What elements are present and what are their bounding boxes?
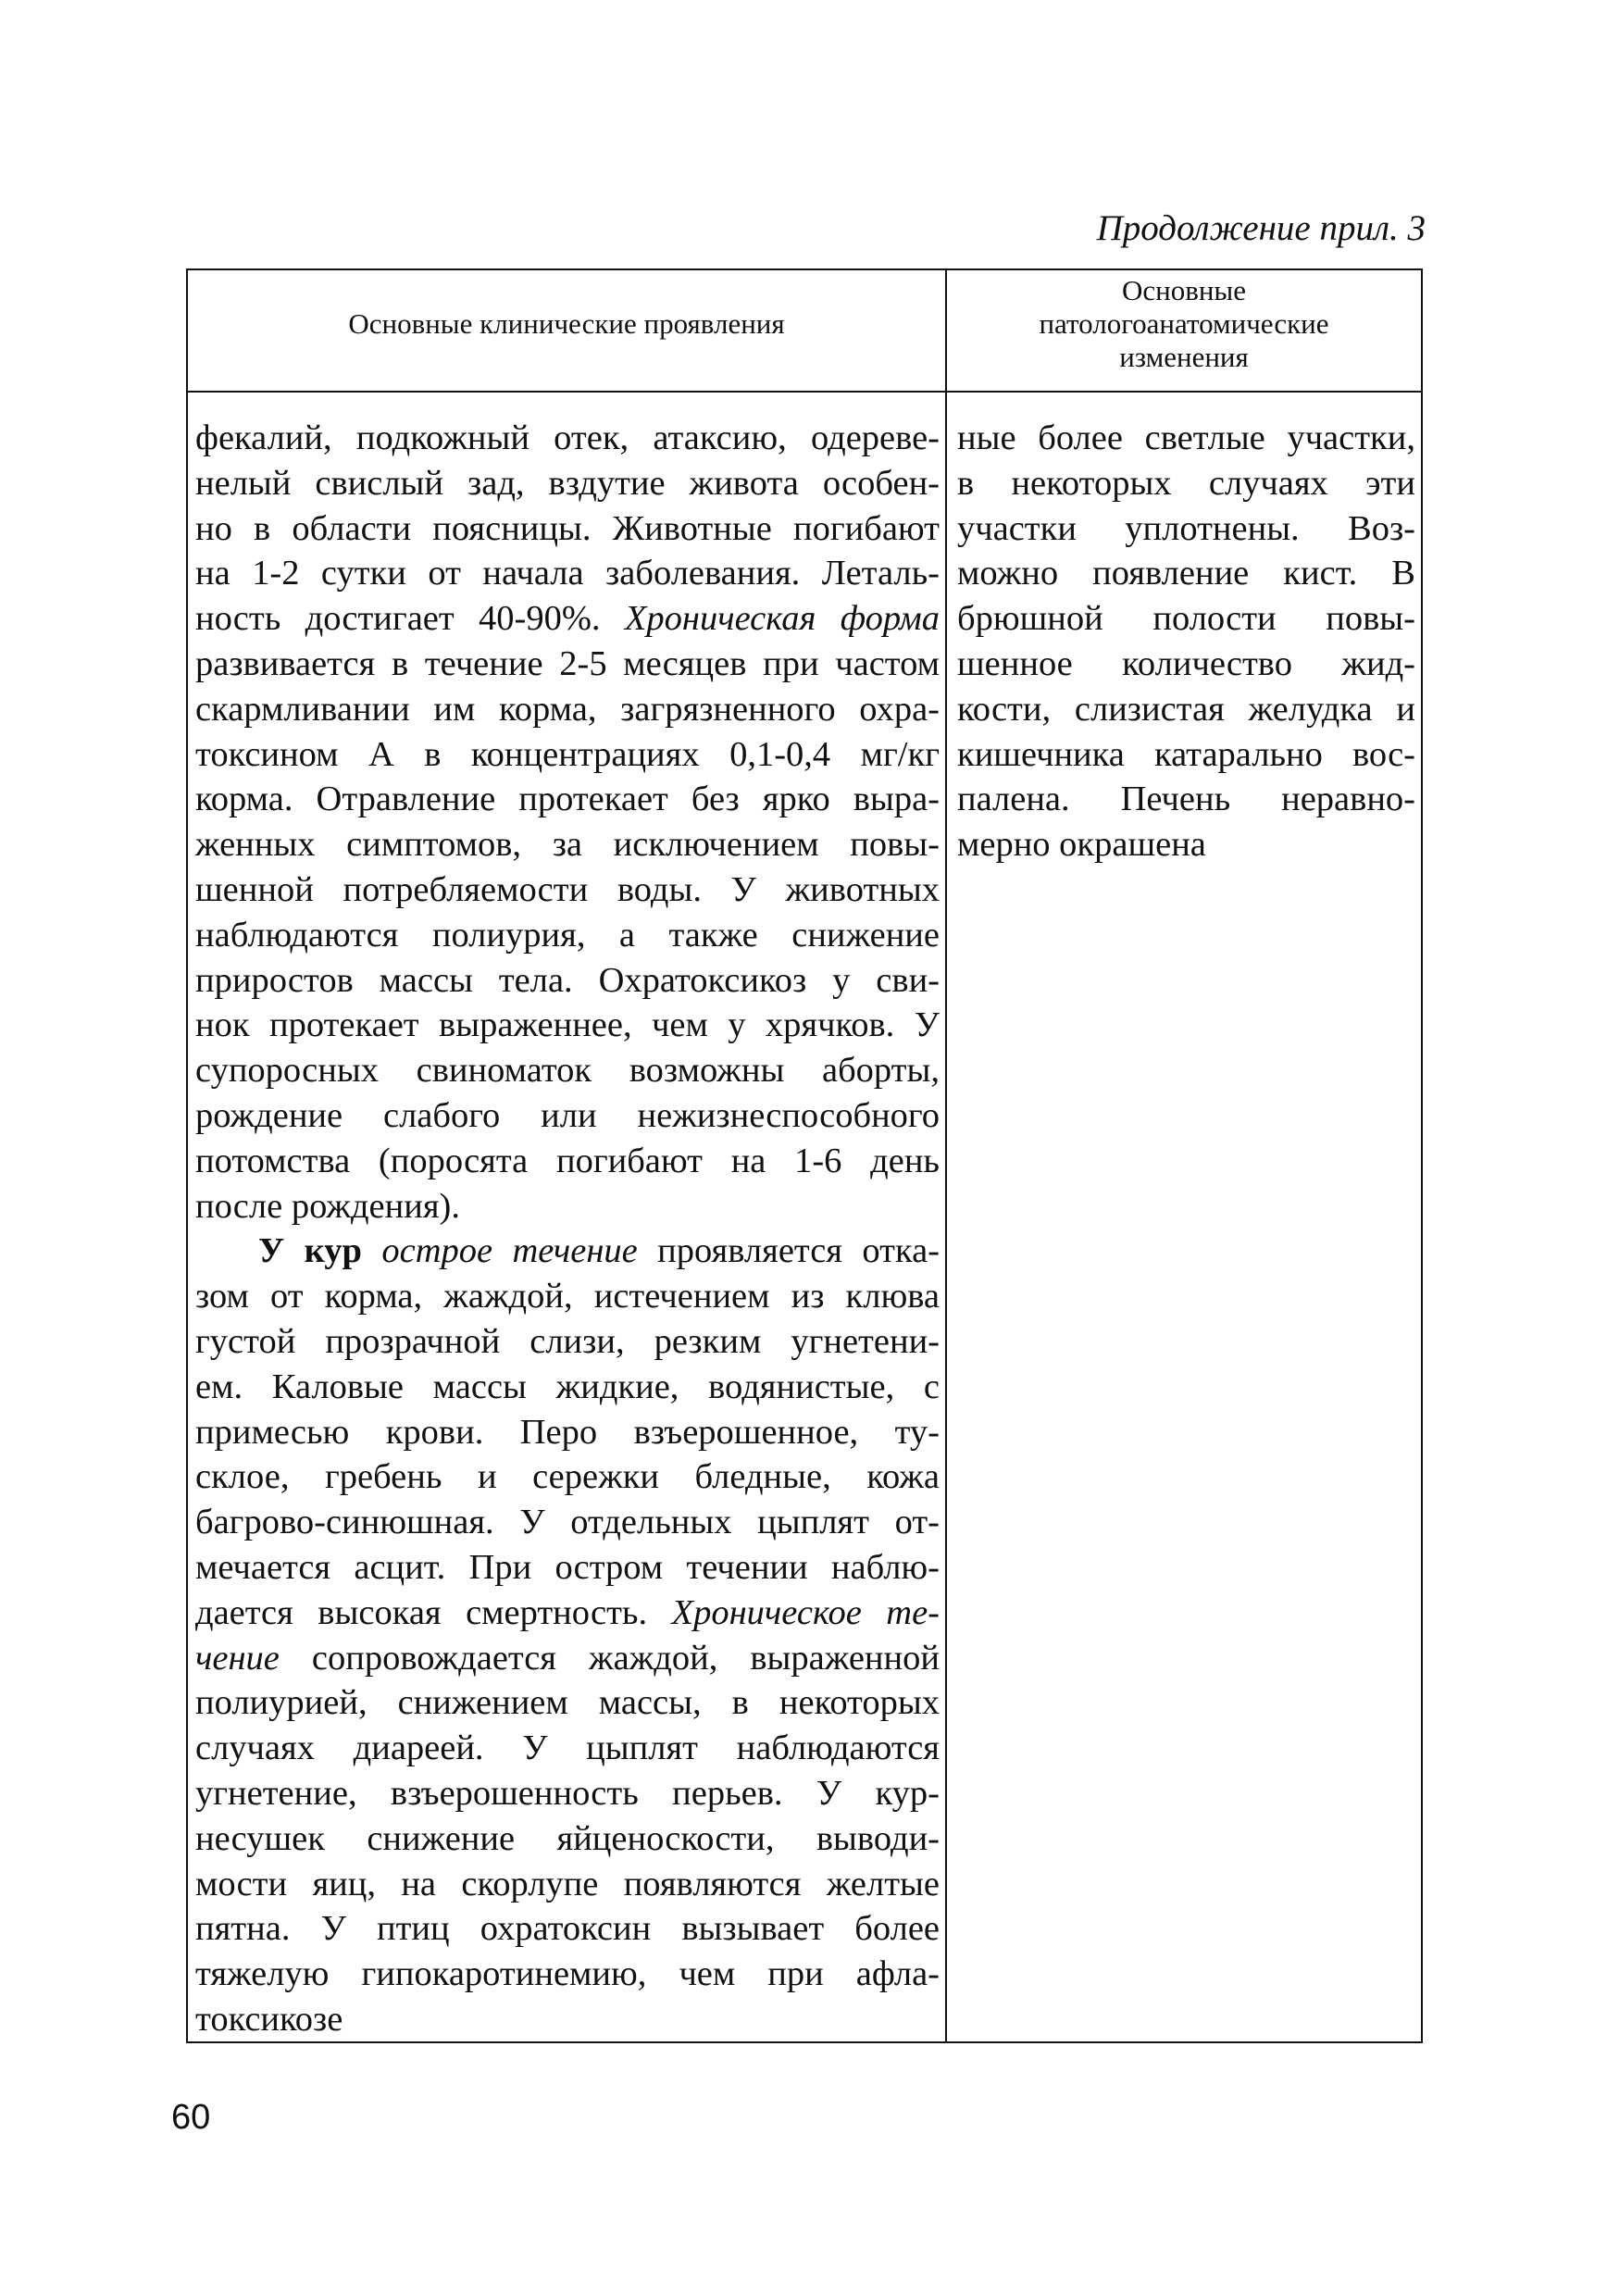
text-line (195, 687, 940, 732)
text-line: ные более светлые участки, (957, 418, 1415, 457)
header-divider (188, 391, 1421, 393)
text-line (195, 1952, 940, 1997)
text-line (195, 506, 940, 552)
text-run: мечается асцит. При остром течении наблю- (195, 1547, 940, 1587)
text-run: дается высокая смертность. (195, 1592, 672, 1632)
text-line (195, 1184, 940, 1229)
text-run: шенной потребляемости воды. У животных (195, 869, 940, 909)
text-run: пятна. У птиц охратоксин вызывает более (195, 1909, 940, 1949)
text-run: развивается в течение 2-5 месяцев при частом (195, 643, 940, 683)
text-run: зом от корма, жаждой, истечением из клюва (195, 1277, 940, 1316)
text-run: но в области поясницы. Животные погибают (195, 508, 940, 548)
text-line: брюшной полости повы- (957, 599, 1415, 639)
text-run: багрово-синюшная. У отдельных цыплят от- (195, 1503, 940, 1542)
clinical-signs-text (195, 416, 940, 2042)
text-run: нок протекает выраженнее, чем у хрячков. У (195, 1005, 940, 1045)
text-run: скармливании им корма, загрязненного охра- (195, 689, 940, 729)
text-run: женных симптомов, за исключением повы- (195, 825, 940, 865)
text-line: можно появление кист. В (957, 554, 1415, 593)
text-line (195, 1229, 940, 1274)
text-line (195, 461, 940, 506)
text-run: рождение слабого или нежизнеспособного (195, 1095, 940, 1135)
text-run: нелый свислый зад, вздутие живота особен- (195, 463, 940, 503)
text-line: палена. Печень неравно- (957, 780, 1415, 819)
italic-run: острое течение (381, 1231, 638, 1271)
text-run: корма. Отравление протекает без ярко выра- (195, 780, 940, 819)
header-line: изменения (1119, 341, 1249, 373)
text-line (195, 642, 940, 687)
text-line (195, 416, 940, 461)
italic-run: Хроническое те- (671, 1592, 940, 1632)
text-line (195, 777, 940, 822)
pathological-changes-text (957, 416, 1415, 867)
text-line (195, 596, 940, 642)
text-run: сопровождается жаждой, выраженной (279, 1638, 940, 1678)
page-number: 60 (171, 2098, 211, 2137)
text-line (195, 958, 940, 1004)
text-run: фекалий, подкожный отек, атаксию, одереве- (195, 418, 940, 457)
text-run: склое, гребень и сережки бледные, кожа (195, 1457, 940, 1497)
text-line: кишечника катарально вос- (957, 734, 1415, 774)
italic-run: чение (195, 1638, 280, 1678)
text-run: ность достигает 40-90%. (195, 599, 625, 639)
header-pathological-changes (947, 274, 1421, 374)
text-run: приростов массы тела. Охратоксикоз у сви- (195, 960, 940, 1000)
text-line (195, 1771, 940, 1816)
column-divider (945, 270, 947, 2041)
text-line (195, 1545, 940, 1591)
text-line (195, 1048, 940, 1093)
text-line (195, 1862, 940, 1907)
text-run (362, 1231, 381, 1270)
text-line (195, 1093, 940, 1139)
text-line (195, 1816, 940, 1862)
text-run: токсином А в концентрациях 0,1-0,4 мг/кг (195, 734, 940, 774)
text-line (195, 1500, 940, 1545)
text-run: ем. Каловые массы жидкие, водянистые, с (195, 1366, 940, 1406)
text-run: случаях диареей. У цыплят наблюдаются (195, 1728, 940, 1768)
text-line (195, 1726, 940, 1771)
text-run: после рождения). (195, 1186, 461, 1226)
text-line (195, 867, 940, 913)
text-line (195, 1003, 940, 1048)
text-line (195, 1997, 940, 2042)
text-line (195, 1636, 940, 1681)
text-run: супоросных свиноматок возможны аборты, (195, 1051, 940, 1091)
text-line (195, 913, 940, 958)
text-line (195, 732, 940, 778)
text-line (195, 551, 940, 596)
text-line (195, 1274, 940, 1319)
text-run: густой прозрачной слизи, резким угнетени- (195, 1321, 940, 1361)
text-line (195, 1591, 940, 1636)
header-line: патологоанатомические (1039, 307, 1329, 340)
header-clinical-signs: Основные клинические проявления (348, 307, 785, 340)
text-run: несушек снижение яйценоскости, выводи- (195, 1818, 940, 1858)
text-run: наблюдаются полиурия, а также снижение (195, 915, 940, 955)
table-continuation-caption: Продолжение прил. 3 (1096, 208, 1426, 248)
header-line: Основные (1121, 274, 1247, 306)
text-line: участки уплотнены. Воз- (957, 508, 1415, 548)
text-run: примесью крови. Перо взъерошенное, ту- (195, 1412, 940, 1452)
text-line (195, 1139, 940, 1184)
text-run: угнетение, взъерошенность перьев. У кур- (195, 1773, 940, 1813)
text-line: в некоторых случаях эти (957, 463, 1415, 503)
text-line (195, 1365, 940, 1410)
text-line (195, 1454, 940, 1500)
bold-run: У кур (258, 1231, 362, 1271)
text-run: токсикозе (195, 1999, 343, 2039)
text-line: шенное количество жид- (957, 643, 1415, 683)
text-run: полиурией, снижением массы, в некоторых (195, 1683, 940, 1723)
text-line: кости, слизистая желудка и (957, 689, 1415, 729)
text-run: мости яиц, на скорлупе появляются желтые (195, 1864, 940, 1903)
text-line (195, 1906, 940, 1952)
text-run: проявляется отка- (637, 1231, 941, 1271)
text-line (195, 1680, 940, 1726)
text-run: тяжелую гипокаротинемию, чем при афла- (195, 1954, 940, 1994)
text-line (195, 1319, 940, 1365)
text-line: мерно окрашена (957, 825, 1206, 865)
text-run: на 1-2 сутки от начала заболевания. Леталь- (195, 554, 940, 593)
text-line (195, 822, 940, 867)
text-line (195, 1410, 940, 1455)
text-run: потомства (поросята погибают на 1-6 день (195, 1141, 940, 1180)
italic-run: Хроническая форма (624, 599, 941, 639)
